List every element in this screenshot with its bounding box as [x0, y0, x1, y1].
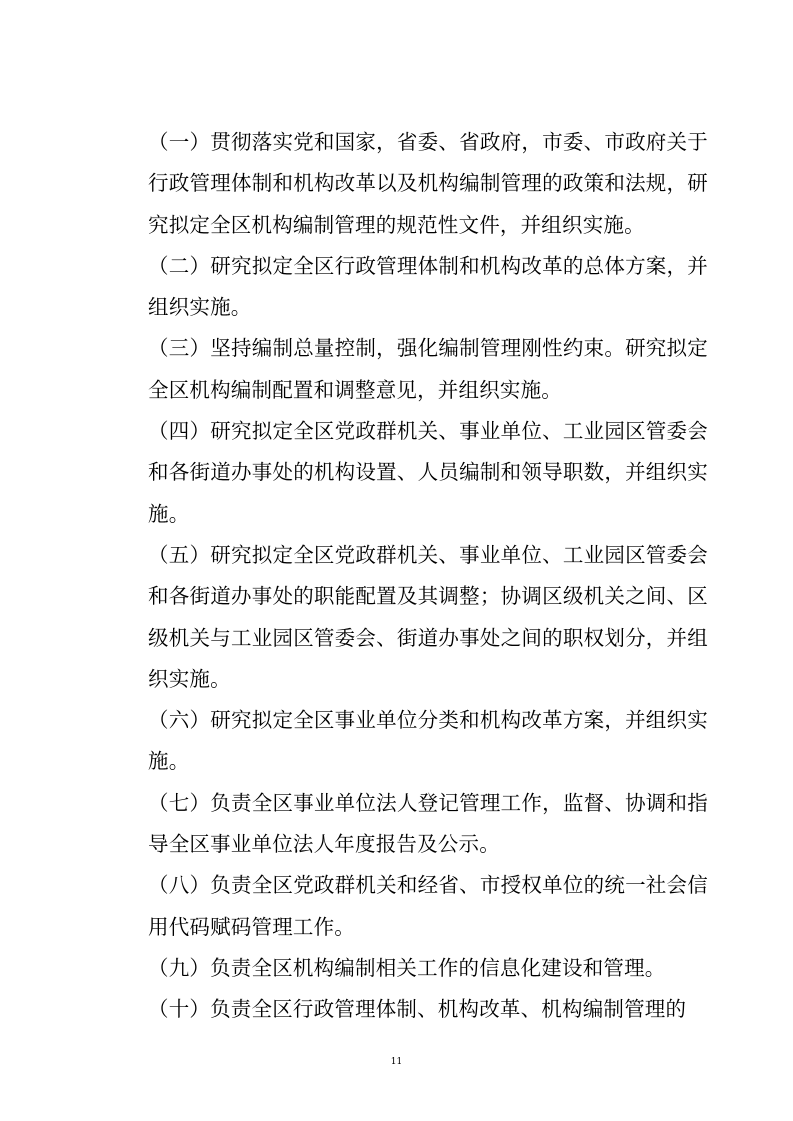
paragraph-3: （三）坚持编制总量控制，强化编制管理刚性约束。研究拟定全区机构编制配置和调整意见，并组织实施。 [148, 336, 708, 402]
body-text [148, 122, 708, 1031]
page-number: 11 [390, 1057, 403, 1067]
paragraph-6: （六）研究拟定全区事业单位分类和机构改革方案，并组织实施。 [148, 708, 708, 774]
paragraph-9: （九）负责全区机构编制相关工作的信息化建设和管理。 [148, 955, 666, 980]
paragraph-7: （七）负责全区事业单位法人登记管理工作，监督、协调和指导全区事业单位法人年度报告及公示。 [148, 790, 708, 857]
paragraph-2: （二）研究拟定全区行政管理体制和机构改革的总体方案，并组织实施。 [148, 253, 708, 320]
paragraph-4: （四）研究拟定全区党政群机关、事业单位、工业园区管委会和各街道办事处的机构设置、人员编制和领导职数，并组织实施。 [148, 419, 708, 526]
paragraph-10: （十）负责全区行政管理体制、机构改革、机构编制管理的 [148, 997, 687, 1022]
paragraph-1: （一）贯彻落实党和国家，省委、省政府，市委、市政府关于行政管理体制和机构改革以及机构编制管理的政策和法规，研究拟定全区机构编制管理的规范性文件，并组织实施。 [148, 130, 708, 237]
paragraph-5: （五）研究拟定全区党政群机关、事业单位、工业园区管委会和各街道办事处的职能配置及其调整；协调区级机关之间、区级机关与工业园区管委会、街道办事处之间的职权划分，并组织实施。 [148, 542, 708, 691]
paragraph-8: （八）负责全区党政群机关和经省、市授权单位的统一社会信用代码赋码管理工作。 [148, 873, 708, 939]
